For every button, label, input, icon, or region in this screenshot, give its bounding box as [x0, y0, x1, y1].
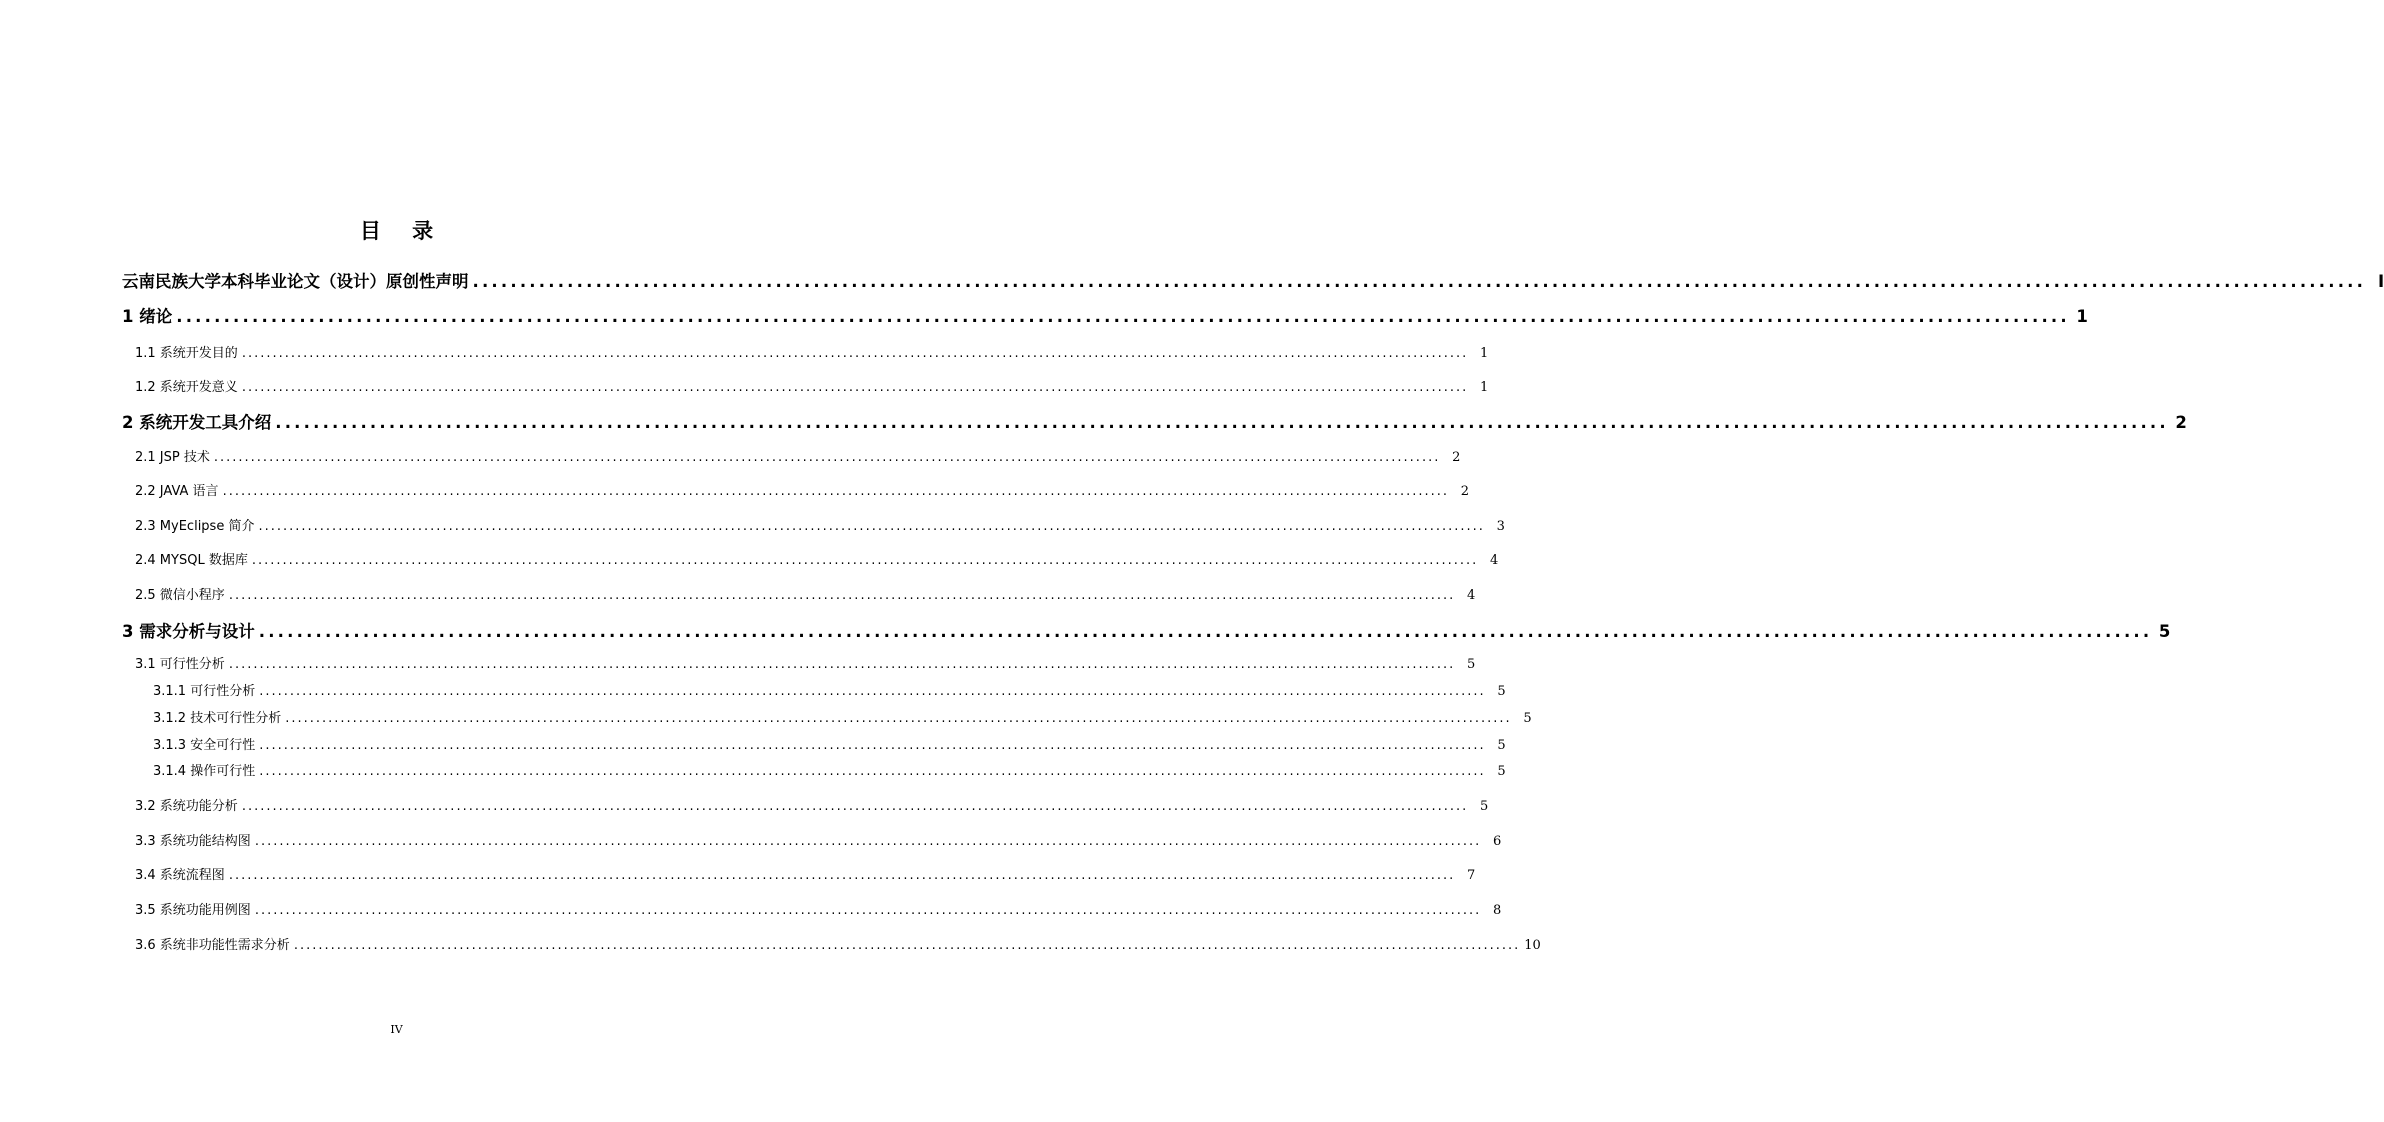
- toc-entry-label: 3 需求分析与设计: [122, 622, 255, 641]
- toc-entry-label: 2.5 微信小程序: [135, 588, 225, 603]
- toc-dot-leader: ........................................................................................................................................................................................................: [285, 711, 1512, 726]
- toc-dot-leader: ........................................................................................................................................................................................................: [176, 307, 2070, 326]
- toc-chapter-entry[interactable]: [122, 270, 2384, 294]
- toc-section-entry[interactable]: [135, 482, 1470, 502]
- toc-section-entry[interactable]: [135, 901, 1502, 921]
- toc-entry-label: 3.3 系统功能结构图: [135, 834, 251, 849]
- toc-section-entry[interactable]: [135, 655, 1476, 675]
- toc-section-entry[interactable]: [135, 797, 1489, 817]
- toc-section-entry[interactable]: [135, 936, 1541, 956]
- toc-entry-page-number: 2: [1460, 484, 1470, 499]
- toc-dot-leader: ........................................................................................................................................................................................................: [241, 346, 1469, 361]
- toc-entry-page-number: 5: [1497, 764, 1506, 779]
- toc-dot-leader: ........................................................................................................................................................................................................: [251, 553, 1479, 568]
- toc-entry-label: 云南民族大学本科毕业论文（设计）原创性声明: [122, 272, 469, 291]
- toc-entry-page-number: 6: [1493, 834, 1502, 849]
- toc-dot-leader: ........................................................................................................................................................................................................: [241, 380, 1469, 395]
- toc-chapter-entry[interactable]: [122, 305, 2088, 329]
- toc-dot-leader: ........................................................................................................................................................................................................: [228, 868, 1456, 883]
- toc-section-entry[interactable]: [135, 832, 1502, 852]
- toc-entry-page-number: 7: [1467, 868, 1476, 883]
- toc-dot-leader: ........................................................................................................................................................................................................: [259, 764, 1486, 779]
- toc-entry-page-number: 5: [1467, 657, 1476, 672]
- toc-entry-label: 3.5 系统功能用例图: [135, 903, 251, 918]
- toc-entry-label: 3.1 可行性分析: [135, 657, 225, 672]
- toc-subsection-entry[interactable]: [153, 762, 1506, 782]
- toc-entry-page-number: 4: [1467, 588, 1476, 603]
- toc-entry-label: 2.3 MyEclipse 简介: [135, 519, 255, 534]
- toc-title: 目 录: [359, 219, 446, 243]
- toc-entry-page-number: 5: [2158, 622, 2171, 641]
- toc-chapter-entry[interactable]: [122, 620, 2171, 644]
- toc-entry-page-number: 10: [1524, 938, 1541, 953]
- toc-entry-page-number: 1: [1480, 380, 1489, 395]
- toc-section-entry[interactable]: [135, 378, 1489, 398]
- toc-entry-label: 2.4 MYSQL 数据库: [135, 553, 248, 568]
- toc-dot-leader: ........................................................................................................................................................................................................: [241, 799, 1469, 814]
- toc-entry-page-number: 5: [1523, 711, 1532, 726]
- toc-section-entry[interactable]: [135, 586, 1476, 606]
- toc-entry-page-number: 5: [1497, 738, 1506, 753]
- toc-section-entry[interactable]: [135, 551, 1499, 571]
- toc-dot-leader: ........................................................................................................................................................................................................: [258, 519, 1485, 534]
- toc-dot-leader: ........................................................................................................................................................................................................: [213, 450, 1441, 465]
- toc-entry-page-number: 4: [1490, 553, 1499, 568]
- toc-subsection-entry[interactable]: [153, 709, 1532, 729]
- toc-subsection-entry[interactable]: [153, 736, 1506, 756]
- toc-entry-label: 3.1.1 可行性分析: [153, 684, 256, 699]
- toc-entry-page-number: I: [2377, 272, 2384, 291]
- toc-entry-page-number: 5: [1497, 684, 1506, 699]
- toc-entry-label: 3.4 系统流程图: [135, 868, 225, 883]
- toc-entry-label: 2.2 JAVA 语言: [135, 484, 219, 499]
- toc-section-entry[interactable]: [135, 344, 1489, 364]
- toc-dot-leader: ........................................................................................................................................................................................................: [254, 834, 1482, 849]
- toc-entry-label: 1 绪论: [122, 307, 173, 326]
- toc-entry-page-number: 5: [1480, 799, 1489, 814]
- toc-dot-leader: ........................................................................................................................................................................................................: [254, 903, 1482, 918]
- toc-dot-leader: ........................................................................................................................................................................................................: [293, 938, 1521, 953]
- toc-entry-page-number: 2: [2175, 413, 2187, 432]
- toc-section-entry[interactable]: [135, 866, 1476, 886]
- toc-entry-page-number: 8: [1493, 903, 1502, 918]
- toc-dot-leader: ........................................................................................................................................................................................................: [472, 272, 2367, 291]
- toc-entry-label: 3.2 系统功能分析: [135, 799, 238, 814]
- toc-dot-leader: ........................................................................................................................................................................................................: [259, 738, 1486, 753]
- toc-entry-page-number: 3: [1496, 519, 1505, 534]
- toc-entry-page-number: 1: [2076, 307, 2088, 326]
- toc-chapter-entry[interactable]: [122, 411, 2187, 435]
- toc-section-entry[interactable]: [135, 517, 1505, 537]
- toc-entry-label: 2 系统开发工具介绍: [122, 413, 272, 432]
- toc-entry-page-number: 2: [1452, 450, 1461, 465]
- toc-entry-page-number: 1: [1480, 346, 1489, 361]
- toc-entry-label: 3.1.2 技术可行性分析: [153, 711, 282, 726]
- toc-entry-label: 2.1 JSP 技术: [135, 450, 210, 465]
- toc-entry-label: 3.6 系统非功能性需求分析: [135, 938, 290, 953]
- toc-dot-leader: ........................................................................................................................................................................................................: [275, 413, 2169, 432]
- toc-dot-leader: ........................................................................................................................................................................................................: [258, 622, 2153, 641]
- toc-subsection-entry[interactable]: [153, 682, 1506, 702]
- toc-dot-leader: ........................................................................................................................................................................................................: [259, 684, 1486, 699]
- toc-section-entry[interactable]: [135, 448, 1461, 468]
- footer-page-number: IV: [390, 1023, 403, 1036]
- toc-entry-label: 3.1.4 操作可行性: [153, 764, 256, 779]
- toc-dot-leader: ........................................................................................................................................................................................................: [222, 484, 1450, 499]
- toc-dot-leader: ........................................................................................................................................................................................................: [228, 657, 1456, 672]
- toc-dot-leader: ........................................................................................................................................................................................................: [228, 588, 1456, 603]
- toc-entry-label: 1.2 系统开发意义: [135, 380, 238, 395]
- toc-entry-label: 1.1 系统开发目的: [135, 346, 238, 361]
- toc-entry-label: 3.1.3 安全可行性: [153, 738, 256, 753]
